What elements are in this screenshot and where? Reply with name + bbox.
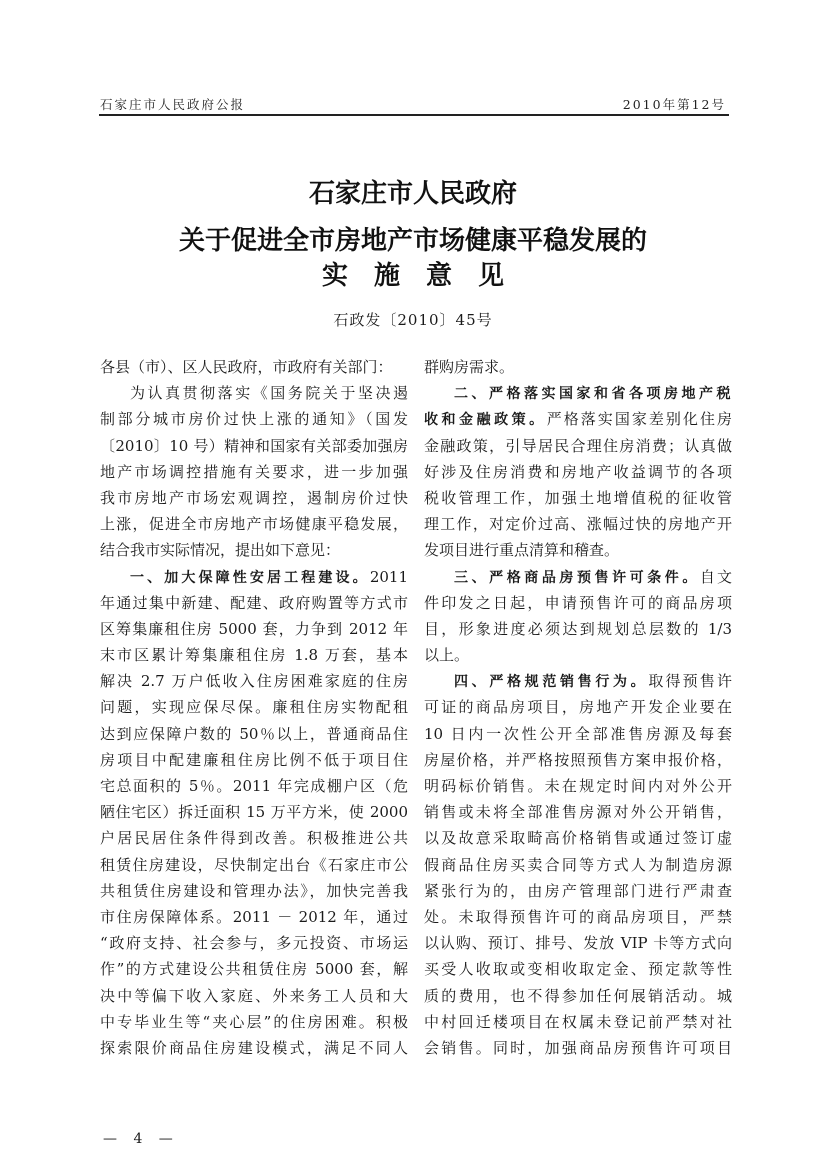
- text-line: [100, 956, 408, 982]
- text-line: [424, 956, 732, 982]
- text-line: [100, 1009, 408, 1035]
- line-text: 结合我市实际情况，提出如下意见：: [100, 541, 341, 560]
- line-text: 解决 2.7 万户低收入住房困难家庭的住房: [100, 672, 408, 691]
- line-text: 区筹集廉租住房 5000 套，力争到 2012 年: [100, 619, 408, 638]
- line-text: 10 日内一次性公开全部准售房源及每套: [424, 724, 732, 743]
- text-line: [100, 459, 408, 485]
- text-line: [424, 354, 732, 380]
- line-text: 以认购、预订、排号、发放 VIP 卡等方式向: [424, 934, 732, 953]
- line-text: 紧张行为的，由房产管理部门进行严肃查: [424, 881, 732, 900]
- line-text: 为认真贯彻落实《国务院关于坚决遏: [130, 384, 408, 403]
- line-text: 以上。: [424, 646, 470, 665]
- line-text: 假商品住房买卖合同等方式人为制造房源: [424, 855, 732, 874]
- text-line: [424, 564, 732, 590]
- line-text: 件印发之日起，申请预售许可的商品房项: [424, 593, 732, 612]
- text-line: [424, 799, 732, 825]
- line-text: 2011: [369, 567, 408, 586]
- line-text: 以及故意采取畸高价格销售或通过签订虚: [424, 829, 732, 848]
- title-line-3: 实 施 意 见: [321, 261, 504, 291]
- text-line: [100, 1035, 408, 1061]
- line-text: 取得预售许: [648, 672, 732, 691]
- text-line: [424, 459, 732, 485]
- text-line: [100, 590, 408, 616]
- text-line: [100, 694, 408, 720]
- text-line: [100, 799, 408, 825]
- line-text: 房屋价格，并严格按照预售方案申报价格，: [424, 750, 732, 769]
- text-line: [100, 747, 408, 773]
- text-line: [424, 380, 732, 406]
- text-line: [100, 668, 408, 694]
- line-text: 自文: [699, 567, 732, 586]
- line-text: 问题，实现应保尽保。廉租住房实物配租: [100, 698, 408, 717]
- text-line: [424, 852, 732, 878]
- line-text: 可证的商品房项目，房地产开发企业要在: [424, 698, 732, 717]
- line-text: 我市房地产市场宏观调控，遏制房价过快: [100, 488, 408, 507]
- text-line: [424, 511, 732, 537]
- body-column-left: [100, 354, 408, 1061]
- text-line: [424, 930, 732, 956]
- text-line: [100, 825, 408, 851]
- line-text: 目，形象进度必须达到规划总层数的 1/3: [424, 619, 732, 638]
- text-line: [424, 904, 732, 930]
- line-text: 决中等偏下收入家庭、外来务工人员和大: [100, 986, 408, 1005]
- line-text: 地产市场调控措施有关要求，进一步加强: [100, 462, 408, 481]
- text-line: [100, 930, 408, 956]
- line-text: 上涨，促进全市房地产市场健康平稳发展，: [100, 515, 408, 534]
- text-line: [100, 511, 408, 537]
- line-text: 销售或未将全部准售房源对外公开销售，: [424, 803, 732, 822]
- text-line: [100, 773, 408, 799]
- text-line: [100, 642, 408, 668]
- line-text: 〔2010〕10 号）精神和国家有关部委加强房: [100, 436, 408, 455]
- line-text: 中专毕业生等“夹心层”的住房困难。积极: [100, 1012, 408, 1031]
- issue-number: 2010年第12号: [622, 97, 726, 112]
- title-line-1: 石家庄市人民政府: [308, 179, 517, 209]
- line-text: 制部分城市房价过快上涨的通知》（国发: [100, 410, 408, 429]
- line-text: 达到应保障户数的 50％以上，普通商品住: [100, 724, 408, 743]
- line-text: 户居民居住条件得到改善。积极推进公共: [100, 829, 408, 848]
- line-text: 税收管理工作，加强土地增值税的征收管: [424, 488, 732, 507]
- line-text: 严格落实国家差别化住房: [546, 410, 732, 429]
- text-line: [424, 668, 732, 694]
- text-line: [424, 485, 732, 511]
- text-line: [424, 983, 732, 1009]
- text-line: [424, 1035, 732, 1061]
- text-line: [424, 1009, 732, 1035]
- line-text: 中村回迁楼项目在权属未登记前严禁对社: [424, 1012, 732, 1031]
- text-line: [100, 433, 408, 459]
- header-rule: [99, 114, 729, 116]
- section-heading: 四、严格规范销售行为。: [454, 674, 649, 691]
- text-line: [424, 747, 732, 773]
- line-text: 明码标价销售。未在规定时间内对外公开: [424, 777, 732, 795]
- line-text: 房项目中配建廉租住房比例不低于项目住: [100, 750, 408, 769]
- line-text: 群购房需求。: [424, 358, 515, 376]
- journal-name: 石家庄市人民政府公报: [100, 97, 246, 112]
- text-line: [424, 406, 732, 432]
- text-line: [100, 983, 408, 1009]
- text-line: [424, 616, 732, 642]
- line-text: 市住房保障体系。2011 － 2012 年，通过: [100, 907, 408, 926]
- line-text: 年通过集中新建、配建、政府购置等方式市: [100, 593, 408, 612]
- text-line: [100, 380, 408, 406]
- text-line: [100, 616, 408, 642]
- line-text: 租赁住房建设，尽快制定出台《石家庄市公: [100, 855, 408, 874]
- section-heading: 三、严格商品房预售许可条件。: [454, 569, 700, 586]
- document-number: 石政发〔2010〕45号: [333, 311, 493, 329]
- text-line: [100, 564, 408, 590]
- text-line: [100, 878, 408, 904]
- text-line: [424, 825, 732, 851]
- text-line: [424, 721, 732, 747]
- line-text: “政府支持、社会参与，多元投资、市场运: [100, 934, 408, 953]
- section-heading: 一、加大保障性安居工程建设。: [130, 569, 370, 586]
- line-text: 探索限价商品住房建设模式，满足不同人: [100, 1038, 408, 1057]
- text-line: [424, 433, 732, 459]
- line-text: 陋住宅区）拆迁面积 15 万平方米，使 2000: [100, 803, 408, 822]
- body-column-right: [424, 354, 732, 1061]
- page-number: — 4 —: [103, 1131, 179, 1147]
- text-line: [100, 852, 408, 878]
- text-line: [424, 590, 732, 616]
- line-text: 会销售。同时，加强商品房预售许可项目: [424, 1038, 732, 1057]
- line-text: 各县（市）、区人民政府，市政府有关部门：: [100, 358, 393, 376]
- text-line: [100, 406, 408, 432]
- line-text: 宅总面积的 5％。2011 年完成棚户区（危: [100, 777, 408, 795]
- text-line: [100, 721, 408, 747]
- line-text: 共租赁住房建设和管理办法》，加快完善我: [100, 881, 408, 900]
- title-line-2: 关于促进全市房地产市场健康平稳发展的: [178, 226, 647, 256]
- text-line: [424, 642, 732, 668]
- line-text: 作”的方式建设公共租赁住房 5000 套，解: [100, 960, 408, 979]
- line-text: 质的费用，也不得参加任何展销活动。城: [424, 986, 732, 1005]
- text-line: [424, 878, 732, 904]
- line-text: 好涉及住房消费和房地产收益调节的各项: [424, 462, 732, 481]
- section-heading: 收和金融政策。: [424, 412, 547, 429]
- line-text: 买受人收取或变相收取定金、预定款等性: [424, 960, 732, 979]
- text-line: [424, 694, 732, 720]
- text-line: [100, 537, 408, 563]
- text-line: [100, 904, 408, 930]
- line-text: 理工作，对定价过高、涨幅过快的房地产开: [424, 515, 732, 534]
- line-text: 处。未取得预售许可的商品房项目，严禁: [424, 907, 732, 926]
- line-text: 金融政策，引导居民合理住房消费；认真做: [424, 436, 732, 455]
- section-heading: 二、严格落实国家和省各项房地产税: [454, 386, 732, 403]
- text-line: [100, 354, 408, 380]
- line-text: 发项目进行重点清算和稽查。: [424, 541, 620, 560]
- text-line: [100, 485, 408, 511]
- text-line: [424, 773, 732, 799]
- line-text: 末市区累计筹集廉租住房 1.8 万套，基本: [100, 646, 408, 665]
- text-line: [424, 537, 732, 563]
